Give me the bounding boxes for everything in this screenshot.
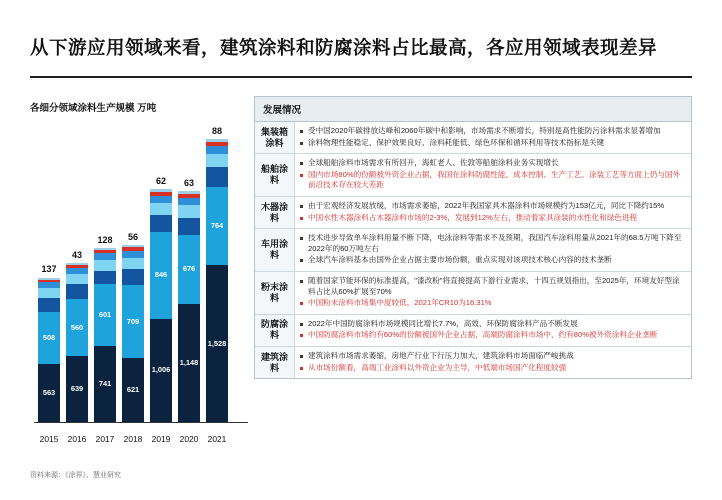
bar-segment xyxy=(94,271,116,284)
x-tick-label: 2016 xyxy=(67,434,87,444)
bar-total-label: 56 xyxy=(127,231,138,242)
x-axis xyxy=(34,422,248,423)
bar-segment xyxy=(38,288,60,298)
table-row-body xyxy=(295,315,691,346)
table-bullet: 国内市场80%的份额被外资企业占据，我国在涂料防腐性能、成本控制、生产工艺、涂装工艺等方面上仍与国外前沿技术存在较大差距 xyxy=(299,170,685,191)
bar-segment xyxy=(66,299,88,356)
table-bullet: 中国防腐涂料市场约有60%的份额被国外企业占据，高端防腐涂料市场中，约有80%被外资涂料企业垄断 xyxy=(299,330,685,341)
bar-total-label: 128 xyxy=(97,234,113,245)
bar-segment-label: 639 xyxy=(70,384,84,394)
bar-segment-label: 621 xyxy=(126,385,140,395)
bar-column xyxy=(38,122,60,422)
table-row-category: 防腐涂料 xyxy=(255,315,295,346)
bar-column xyxy=(206,122,228,422)
bar-segment xyxy=(206,154,228,167)
bar-segment-label: 601 xyxy=(98,310,112,320)
chart-panel xyxy=(30,96,248,466)
table-row xyxy=(255,197,691,229)
bar-total-label: 88 xyxy=(211,125,222,136)
bar-segment-label: 1,006 xyxy=(151,365,171,375)
bar-total-label: 43 xyxy=(71,249,82,260)
table-row xyxy=(255,229,691,272)
bar-segment xyxy=(206,146,228,154)
bar-segment-label: 709 xyxy=(126,316,140,326)
bar-segment xyxy=(206,265,228,422)
bar-segment xyxy=(178,198,200,206)
bar-segment xyxy=(150,319,172,422)
bar-segment xyxy=(150,196,172,203)
bar-segment xyxy=(94,260,116,271)
bar-total-label: 137 xyxy=(41,264,57,275)
bar-segment-label: 508 xyxy=(42,333,56,343)
bar-segment-label: 1,148 xyxy=(179,358,199,368)
bar-columns xyxy=(38,122,248,422)
bar-column xyxy=(122,122,144,422)
bar-segment-label: 741 xyxy=(98,378,112,388)
x-tick-label: 2015 xyxy=(39,434,59,444)
x-tick-label: 2018 xyxy=(123,434,143,444)
table-row-category: 建筑涂料 xyxy=(255,347,295,378)
bar-segment xyxy=(94,346,116,422)
bar-segment xyxy=(94,253,116,260)
table-header: 发展情况 xyxy=(255,97,691,122)
x-tick-label: 2019 xyxy=(151,434,171,444)
table-row-body xyxy=(295,197,691,228)
bar-segment xyxy=(178,218,200,235)
bar-column xyxy=(150,122,172,422)
table-bullet: 随着国家节能环保的标准提高，"漆改粉"将直接提高下游行业需求，十四五规划指出，至2025年，环境友好型涂料占比从60%扩展至70% xyxy=(299,276,685,297)
bar-column xyxy=(66,122,88,422)
x-tick-label: 2020 xyxy=(179,434,199,444)
bar-segment-label: 563 xyxy=(42,388,56,398)
table-bullet: 从市场份额看，高端工业涂料以外资企业为主导，中低端市场国产化程度较强 xyxy=(299,363,685,374)
bar-segment xyxy=(150,232,172,319)
development-table xyxy=(254,96,692,379)
bar-segment-label: 764 xyxy=(210,220,224,230)
x-axis-labels xyxy=(38,434,248,444)
bar-segment xyxy=(178,235,200,304)
page-title: 从下游应用领域来看，建筑涂料和防腐涂料占比最高，各应用领域表现差异 xyxy=(30,37,658,58)
table-bullet: 2022年中国防腐涂料市场规模同比增长7.7%，高效、环保防腐涂料产品不断发展 xyxy=(299,319,685,330)
table-row-category: 木器涂料 xyxy=(255,197,295,228)
title-divider xyxy=(30,76,692,78)
table-row-body xyxy=(295,122,691,153)
bar-segment xyxy=(38,364,60,422)
table-bullet: 技术进步导致单车涂料用量不断下降，电泳涂料等需求不及预期，我国汽车涂料用量从2021年的68.5万吨下降至2022年的60万吨左右 xyxy=(299,233,685,254)
bar-total-label: 63 xyxy=(183,178,194,189)
chart-title: 各细分领域涂料生产规模 万吨 xyxy=(30,103,157,114)
table-row xyxy=(255,272,691,315)
bar-segment xyxy=(38,312,60,364)
bar-segment xyxy=(122,269,144,285)
table-bullet: 全球汽车涂料基本由国外企业占据主要市场份额，重点实现对该项技术核心内容的技术垄断 xyxy=(299,255,685,266)
table-bullet: 受中国2020年碳排放达峰和2060年碳中和影响，市场需求不断增长，特别是高性能防污涂料需求显著增加 xyxy=(299,126,685,137)
table-row xyxy=(255,122,691,154)
bar-segment-label: 846 xyxy=(154,270,168,280)
bar-column xyxy=(94,122,116,422)
bar-segment xyxy=(66,356,88,422)
table-row xyxy=(255,347,691,378)
bar-segment xyxy=(206,187,228,265)
bar-segment xyxy=(94,284,116,346)
table-row-category: 集装箱涂料 xyxy=(255,122,295,153)
table-row-body xyxy=(295,229,691,271)
table-bullet: 中国粉末涂料市场集中度较低，2021年CR10为16.31% xyxy=(299,298,685,309)
table-row-body xyxy=(295,272,691,314)
table-body xyxy=(255,122,691,378)
bar-segment xyxy=(122,251,144,258)
x-tick-label: 2021 xyxy=(207,434,227,444)
table-row-body xyxy=(295,154,691,196)
bar-segment xyxy=(150,203,172,215)
table-bullet: 中国水性木器涂料占木器涂料市场的2-3%，发展到12%左右，推动着家具涂装的水性化和绿色进程 xyxy=(299,213,685,224)
bar-segment xyxy=(122,358,144,422)
bar-segment-label: 1,528 xyxy=(207,338,227,348)
table-bullet: 建筑涂料市场需求萎缩，房地产行业下行压力加大，建筑涂料市场面临严峻挑战 xyxy=(299,351,685,362)
bar-segment-label: 560 xyxy=(70,322,84,332)
bar-segment xyxy=(38,298,60,312)
bar-segment xyxy=(178,205,200,218)
source-note: 资料来源：《涂界》、慧业研究 xyxy=(30,472,121,479)
bar-segment xyxy=(66,274,88,284)
table-bullet: 涂料物理性能稳定、保护效果良好、涂料耗能低、绿色环保和循环利用等技术指标是关键 xyxy=(299,138,685,149)
bar-segment-label: 676 xyxy=(182,264,196,274)
bar-segment xyxy=(122,258,144,270)
table-bullet: 全球船舶涂料市场需求有所回升，海虹老人、佐敦等船舶涂料业务实现增长 xyxy=(299,158,685,169)
bar-segment xyxy=(122,285,144,358)
x-tick-label: 2017 xyxy=(95,434,115,444)
bar-segment xyxy=(66,284,88,299)
bar-column xyxy=(178,122,200,422)
bar-segment xyxy=(206,167,228,186)
bar-segment xyxy=(178,304,200,422)
table-row-category: 船舶涂料 xyxy=(255,154,295,196)
table-row-category: 粉末涂料 xyxy=(255,272,295,314)
table-row xyxy=(255,315,691,347)
bar-chart xyxy=(30,118,248,448)
table-bullet: 由于宏观经济发展放缓，市场需求萎缩，2022年我国家具木器涂料市场规模约为153亿元，同比下降约15% xyxy=(299,201,685,212)
table-row-category: 车用涂料 xyxy=(255,229,295,271)
bar-segment xyxy=(150,215,172,232)
table-row xyxy=(255,154,691,197)
bar-total-label: 62 xyxy=(155,176,166,187)
table-row-body xyxy=(295,347,691,378)
